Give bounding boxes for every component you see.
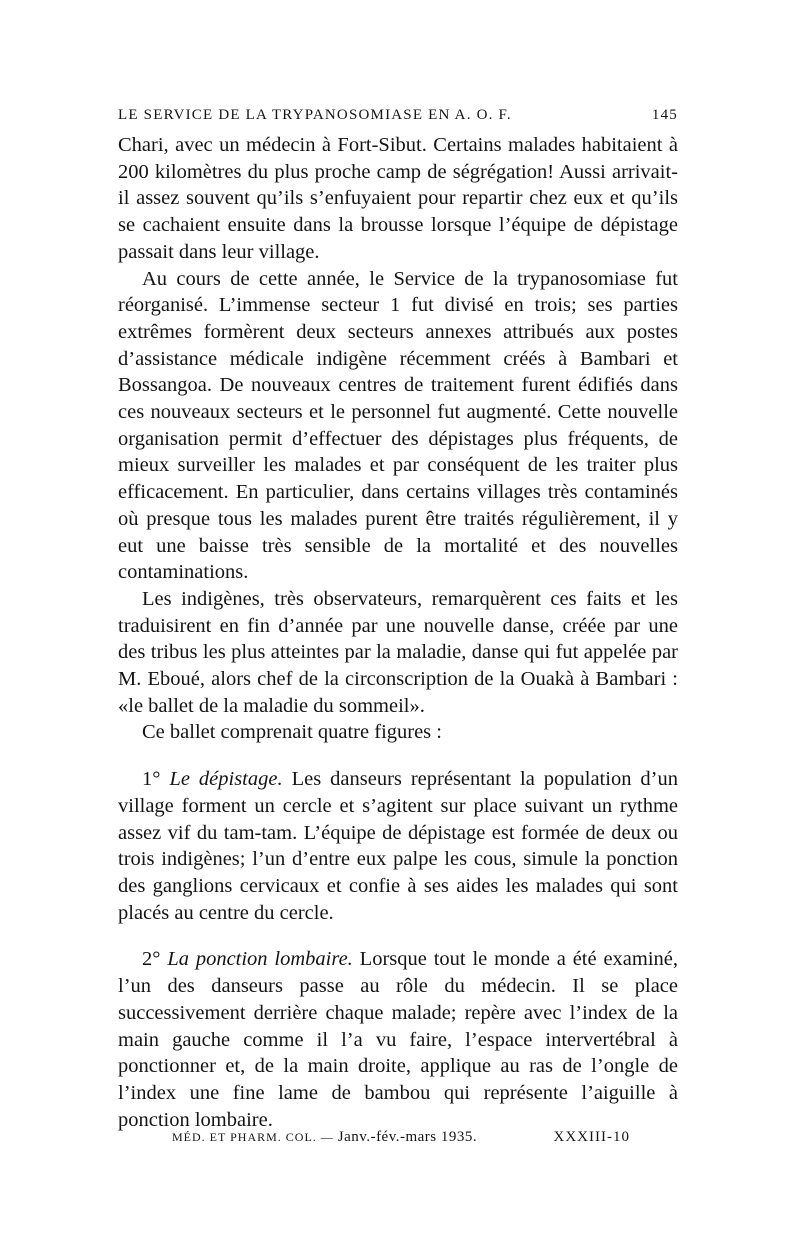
page-number: 145 [651, 107, 678, 123]
paragraph-4: Ce ballet comprenait quatre figures : [142, 721, 442, 744]
list-item-2 [118, 946, 678, 1133]
paragraph-2: Au cours de cette année, le Service de la trypanosomiase fut réorganisé. L’immense secteur 1 fut divisé en trois; ses parties extrêmes formèrent deux secteurs annexes attribués aux postes d’assistance médicale indigène récemment créés à Bambari et Bossangoa. De nouveaux centres de traitement furent édifiés dans ces nouveaux secteurs et le personnel fut augmenté. Cette nouvelle organisation permit d’effectuer des dépistages plus fréquents, de mieux surveiller les malades et par conséquent de les traiter plus efficacement. En particulier, dans certains villages très contaminés où presque tous les malades purent être traités régulièrement, il y eut une baisse très sensible de la mortalité et des nouvelles contaminations. [118, 267, 678, 584]
item-title: Le dépistage. [169, 768, 283, 791]
page-footer [172, 1129, 630, 1146]
footer-signature: XXXIII-10 [553, 1129, 630, 1145]
footer-journal: MÉD. ET PHARM. COL. — [172, 1130, 334, 1144]
item-text: Lorsque tout le monde a été examiné, l’un des danseurs passe au rôle du médecin. Il se place successivement derrière chaque malade; repère avec l’index de la main gauche comme il l’a vu faire, l’espace intervertébral à ponctionner et, de la main droite, applique au ras de l’ongle de l’index une fine lame de bambou qui représente l’aiguille à ponction lombaire. [118, 948, 679, 1131]
item-number: 2° [142, 948, 161, 971]
paragraph-1: Chari, avec un médecin à Fort-Sibut. Certains malades habitaient à 200 kilomètres du plus proche camp de ségrégation! Aussi arrivait-il assez souvent qu’ils s’enfuyaient pour repartir chez eux et qu’ils se cachaient ensuite dans la brousse lorsque l’équipe de dépistage passait dans leur village. [118, 134, 678, 263]
page-body [118, 104, 678, 1133]
footer-citation [172, 1129, 477, 1146]
paragraph-3: Les indigènes, très observateurs, remarquèrent ces faits et les traduisirent en fin d’année par une nouvelle danse, créée par une des tribus les plus atteintes par la maladie, danse qui fut appelée par M. Eboué, alors chef de la circonscription de la Ouakà à Bambari : «le ballet de la maladie du sommeil». [118, 587, 678, 717]
list-item-1 [118, 766, 678, 926]
item-text: Les danseurs représentant la population d’un village forment un cercle et s’agitent sur place suivant un rythme assez vif du tam-tam. L’équipe de dépistage est formée de deux ou trois indigènes; l’un d’entre eux palpe les cous, simule la ponction des ganglions cervicaux et confie à ses aides les malades qui sont placés au centre du cercle. [118, 768, 678, 924]
item-number: 1° [142, 768, 161, 791]
running-title: LE SERVICE DE LA TRYPANOSOMIASE EN A. O. F. [118, 107, 512, 123]
item-title: La ponction lombaire. [167, 948, 353, 971]
running-head [118, 104, 678, 126]
footer-date: Janv.-fév.-mars 1935. [337, 1129, 478, 1145]
